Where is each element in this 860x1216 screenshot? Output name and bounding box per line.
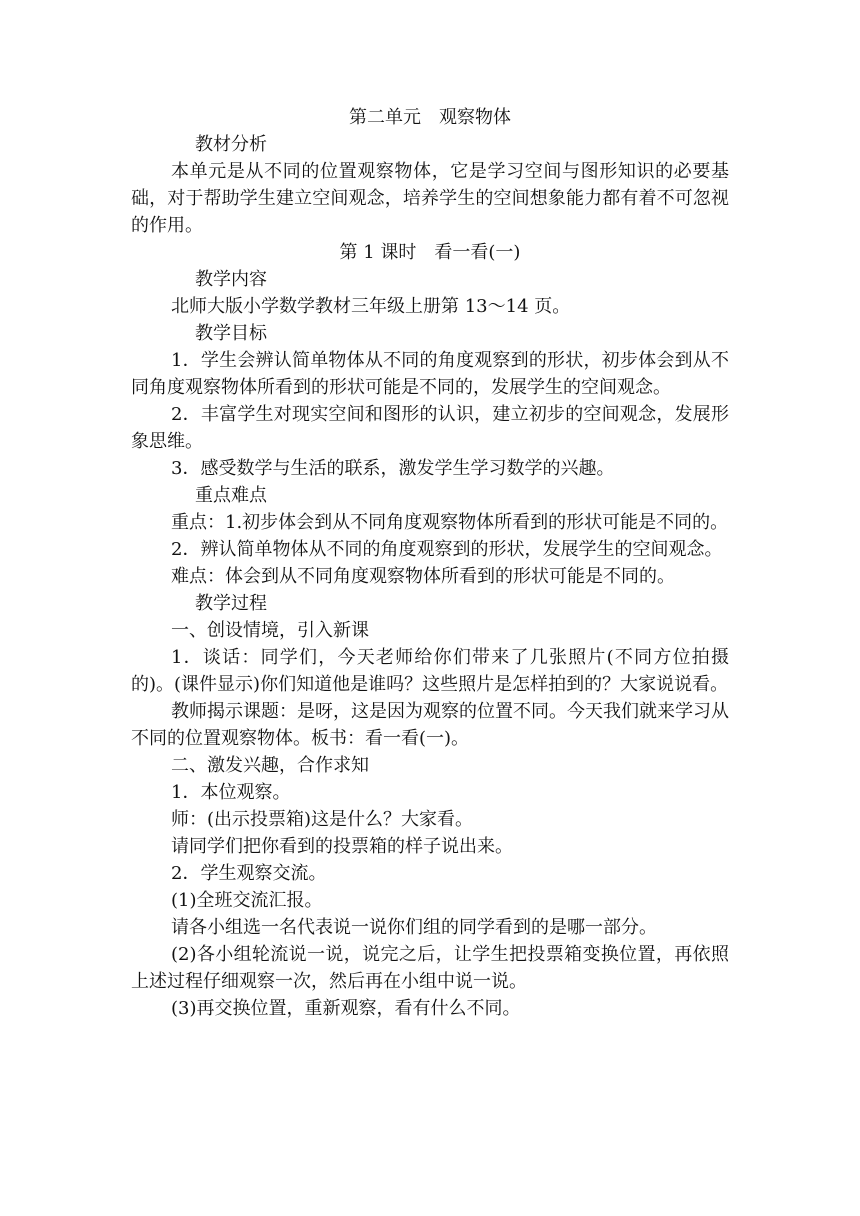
step1-paragraph: 1．谈话：同学们，今天老师给你们带来了几张照片(不同方位拍摄的)。(课件显示)你们知道他是谁吗？这些照片是怎样拍到的？大家说说看。 (131, 647, 729, 695)
step2-item: (1)全班交流汇报。 (171, 890, 323, 911)
step2-item: 2．学生观察交流。 (171, 863, 327, 884)
step2-item: 请各小组选一名代表说一说你们组的同学看到的是哪一部分。 (171, 917, 657, 938)
step2-item: (3)再交换位置，重新观察，看有什么不同。 (171, 998, 521, 1019)
process-heading: 教学过程 (195, 593, 267, 614)
key-point-1: 重点：1.初步体会到从不同角度观察物体所看到的形状可能是不同的。 (171, 512, 729, 533)
objective-item: 1．学生会辨认简单物体从不同的角度观察到的形状，初步体会到从不同角度观察物体所看到的形状可能是不同的，发展学生的空间观念。 (131, 350, 729, 398)
document-body (131, 104, 729, 1022)
difficulty-text: 难点：体会到从不同角度观察物体所看到的形状可能是不同的。 (171, 566, 675, 587)
content-heading: 教学内容 (195, 269, 267, 290)
step2-item: (2)各小组轮流说一说，说完之后，让学生把投票箱变换位置，再依照上述过程仔细观察一次，然后再在小组中说一说。 (131, 944, 729, 992)
unit-title: 第二单元 观察物体 (349, 107, 511, 128)
step2-item: 1．本位观察。 (171, 782, 291, 803)
objective-item: 3．感受数学与生活的联系，激发学生学习数学的兴趣。 (171, 458, 615, 479)
material-analysis-heading: 教材分析 (195, 134, 267, 155)
step2-item: 请同学们把你看到的投票箱的样子说出来。 (171, 836, 513, 857)
lesson-title: 第 1 课时 看一看(一) (339, 242, 521, 263)
step1-heading: 一、创设情境，引入新课 (171, 620, 369, 641)
key-points-heading: 重点难点 (195, 485, 267, 506)
step1-paragraph: 教师揭示课题：是呀，这是因为观察的位置不同。今天我们就来学习从不同的位置观察物体。板书：看一看(一)。 (131, 701, 729, 749)
content-text: 北师大版小学数学教材三年级上册第 13～14 页。 (171, 296, 571, 317)
step2-item: 师：(出示投票箱)这是什么？大家看。 (171, 809, 474, 830)
step2-heading: 二、激发兴趣，合作求知 (171, 755, 369, 776)
objectives-heading: 教学目标 (195, 323, 267, 344)
key-point-2: 2．辨认简单物体从不同的角度观察到的形状，发展学生的空间观念。 (171, 539, 723, 560)
material-analysis-text: 本单元是从不同的位置观察物体，它是学习空间与图形知识的必要基础，对于帮助学生建立空间观念，培养学生的空间想象能力都有着不可忽视的作用。 (131, 161, 729, 236)
objective-item: 2．丰富学生对现实空间和图形的认识，建立初步的空间观念，发展形象思维。 (131, 404, 729, 452)
